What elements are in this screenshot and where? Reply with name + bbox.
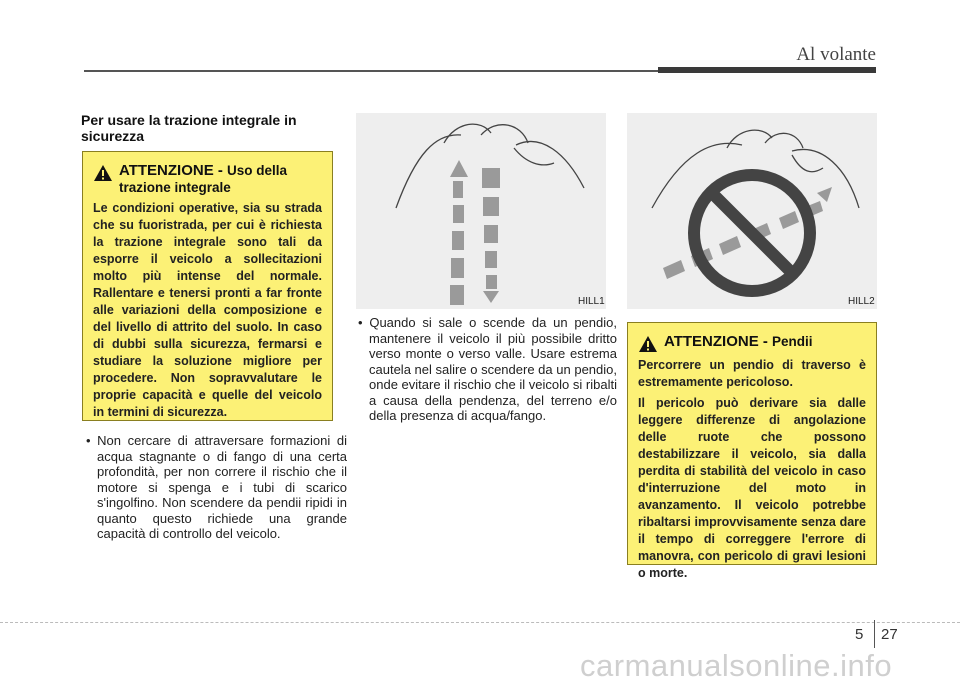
footer-page-number: 27 xyxy=(881,626,898,643)
bullet-water-mud: • Non cercare di attraversare formazioni di acqua stagnante o di fango di una certa profondità, per non correre il rischio che il motore si spenga e i tubi di scarico s'ingolfino. Non scendere da pendii ripidi in quanto questo richiede una grande capacità di controllo del veicolo. xyxy=(86,433,347,541)
footer-dashed-line xyxy=(0,622,960,623)
warning-label: ATTENZIONE - xyxy=(664,333,773,350)
warning-body xyxy=(93,200,322,421)
warning-text: Le condizioni operative, sia su strada che su fuoristrada, per cui è richiesta la trazione integrale sono tali da esporre il veicolo a sollecitazioni molto più intense del normale. Rallentare e tenersi pronti a far fronte alle variazioni della composizione e del livello di attrito del suolo. In caso di dubbi sulla sicurezza, fermarsi e studiare la soluzione migliore per procedere. Non sopravvalutare le proprie capacità e quelle del veicolo in termini di sicurezza. xyxy=(93,201,322,419)
figure-hill2 xyxy=(627,113,877,309)
warning-box-slopes xyxy=(627,322,877,580)
warning-label: ATTENZIONE - xyxy=(119,162,228,179)
figure-label-hill1: HILL1 xyxy=(578,296,605,307)
footer-divider xyxy=(874,620,875,648)
hill-traverse-prohibited-illustration xyxy=(627,113,877,309)
warning-paragraph-1: Percorrere un pendio di traverso è estremamente pericoloso. xyxy=(638,358,866,389)
warning-body xyxy=(638,357,866,582)
warning-triangle-icon xyxy=(93,164,113,182)
header-rule-thin xyxy=(84,70,658,72)
arrow-down-icon xyxy=(483,291,499,303)
warning-title xyxy=(664,333,813,350)
warning-subtitle: Pendii xyxy=(772,334,813,349)
warning-paragraph-2: Il pericolo può derivare sia dalle leggere differenze di angolazione delle ruote che possono destabilizzare il veicolo, sia dalla perdita di stabilità del veicolo in caso d'interruzione del moto in avanzamento. Il veicolo potrebbe ribaltarsi improvvisamente senza dare il tempo di correggere l'errore di manovra, con pericolo di gravi lesioni o morte. xyxy=(638,396,866,580)
prohibited-icon xyxy=(694,175,810,291)
figure-hill1 xyxy=(356,113,606,309)
figure-label-hill2: HILL2 xyxy=(848,296,875,307)
header-rule-thick xyxy=(658,67,876,73)
arrow-up-icon xyxy=(450,160,468,177)
warning-header xyxy=(638,333,866,353)
warning-header xyxy=(93,162,322,196)
bullet-text: Non cercare di attraversare formazioni di acqua stagnante o di fango di una certa profondità, per non correre il rischio che il motore si spenga e i tubi di scarico s'ingolfino. Non scendere da pendii ripidi in quanto questo richiede una grande capacità di controllo del veicolo. xyxy=(97,433,347,541)
bullet-slope-straight: • Quando si sale o scende da un pendio, mantenere il veicolo il più possibile dritto verso monte o verso valle. Usare estrema cautela nel salire o scendere da un pendio, onde evitare il rischio che il veicolo si ribalti a causa della pendenza, del terreno e/o della presenza di acqua/fango. xyxy=(358,315,617,423)
running-header-title: Al volante xyxy=(796,44,876,65)
watermark-text: carmanualsonline.info xyxy=(580,648,893,683)
hill-straight-illustration xyxy=(356,113,606,309)
warning-box-4wd xyxy=(82,151,333,421)
warning-triangle-icon xyxy=(638,335,658,353)
warning-title xyxy=(119,162,322,196)
bullet-text: Quando si sale o scende da un pendio, mantenere il veicolo il più possibile dritto verso monte o verso valle. Usare estrema cautela nel salire o scendere da un pendio, onde evitare il rischio che il veicolo si ribalti a causa della pendenza, del terreno e/o della presenza di acqua/fango. xyxy=(369,315,617,423)
arrow-icon xyxy=(817,187,832,202)
section-heading: Per usare la trazione integrale in sicurezza xyxy=(81,112,297,144)
warning-subtitle: Uso della trazione integrale xyxy=(119,163,288,195)
footer-section-number: 5 xyxy=(855,626,864,643)
